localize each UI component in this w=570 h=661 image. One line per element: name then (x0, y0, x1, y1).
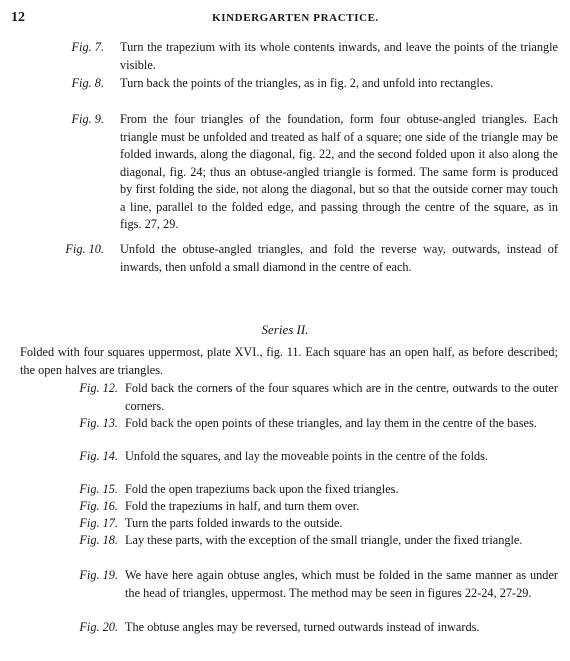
page-number: 12 (11, 10, 25, 25)
fig-text: Fold back the open points of these triangles, and lay them in the centre of the bases. (125, 416, 537, 430)
fig-label: Fig. 8. (71, 76, 104, 90)
fig-label: Fig. 13. (79, 416, 118, 430)
fig-text: Fold the open trapeziums back upon the fixed triangles. (125, 482, 399, 496)
fig-text: Turn the trapezium with its whole contents inwards, and leave the points of the triangle visible. (120, 40, 558, 72)
fig-label: Fig. 15. (79, 482, 118, 496)
fig-label: Fig. 16. (79, 499, 118, 513)
fig-label: Fig. 9. (71, 112, 104, 126)
page-header (11, 9, 560, 27)
fig-label: Fig. 19. (79, 568, 118, 582)
running-title: KINDERGARTEN PRACTICE. (212, 12, 379, 24)
fig-text: Lay these parts, with the exception of the small triangle, under the fixed triangle. (125, 533, 523, 547)
fig-label: Fig. 10. (65, 242, 104, 256)
fig-text: Fold back the corners of the four squares which are in the centre, outwards to the outer corners. (125, 381, 558, 413)
series-heading: Series II. (261, 322, 309, 337)
fig-label: Fig. 14. (79, 449, 118, 463)
fig-text: Turn back the points of the triangles, as in fig. 2, and unfold into rectangles. (120, 76, 494, 90)
fig-label: Fig. 7. (71, 40, 104, 54)
fig-label: Fig. 17. (79, 516, 118, 530)
fig-label: Fig. 20. (79, 620, 118, 634)
fig-text: Unfold the squares, and lay the moveable points in the centre of the folds. (125, 449, 488, 463)
fig-text: Turn the parts folded inwards to the outside. (125, 516, 343, 530)
fig-text: We have here again obtuse angles, which must be folded in the same manner as under the head of triangles, uppermost. The method may be seen in figures 22-24, 27-29. (125, 568, 558, 600)
fig-label: Fig. 18. (79, 533, 118, 547)
fig-text: The obtuse angles may be reversed, turned outwards instead of inwards. (125, 620, 480, 634)
fig-text: Unfold the obtuse-angled triangles, and fold the reverse way, outwards, instead of inwards, then unfold a small diamond in the centre of each. (120, 242, 558, 274)
fig-text: Fold the trapeziums in half, and turn them over. (125, 499, 360, 513)
fig-label: Fig. 12. (79, 381, 118, 395)
series-intro: Folded with four squares uppermost, plate XVI., fig. 11. Each square has an open half, as before described; the open halves are triangles. (20, 345, 558, 377)
fig-text: From the four triangles of the foundation, form four obtuse-angled triangles. Each triangle must be unfolded and treated as half of a square; one side of the triangle may be folded inwards, along the diagonal, fig. 22, and the second folded upon it also along the diagonal, fig. 24; thus an obtuse-angled triangle is formed. The same form is produced by first folding the side, not along the diagonal, but so that the outside corner may touch a line, parallel to the folded edge, and passing through the centre of the square, as in figs. 27, 29. (120, 112, 558, 231)
